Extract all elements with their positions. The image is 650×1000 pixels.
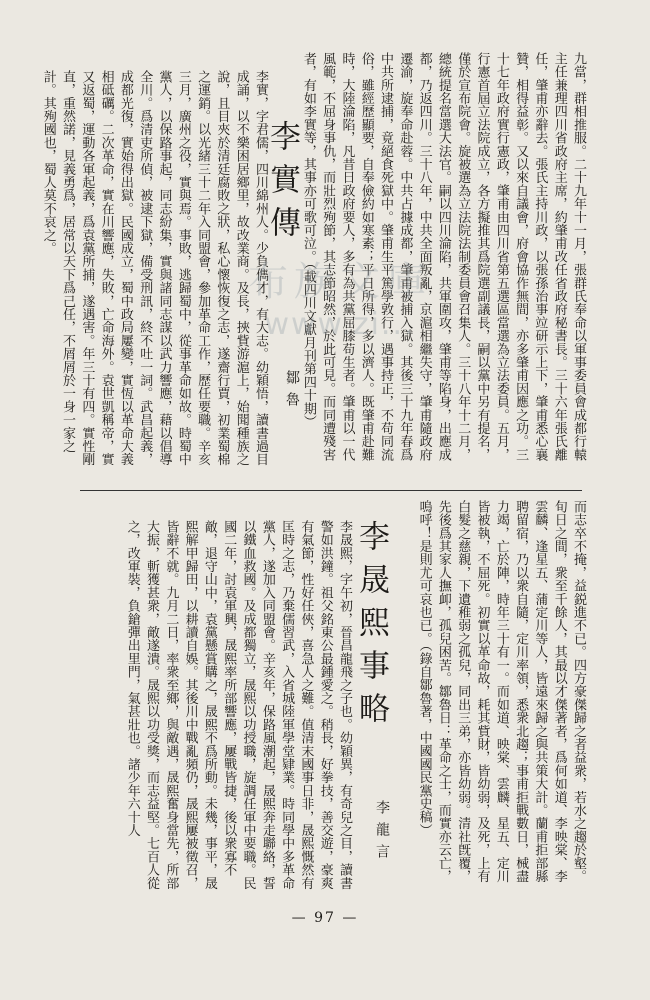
li-sheng-xi-title: 李晟熙事略 [353,520,389,735]
watermark-brand: 布族文庫 [248,259,432,305]
page-number: — 97 — [291,910,359,926]
intro-text: 九當，群相推服。二十九年十一月，張群氏奉命以軍事委員會成都行轅主任兼理四川省政府主席，約肇甫改任省政府秘書長。三十六年張氏離任，肇甫亦辭去。張氏主持川政，以張孫治事竝研示上下，肇甫悉心襄贊，相得益彰。又以來自議會，府會協作無間，亦多肇甫因應之功。三十七年政府實行憲政，肇甫由四川省第五選區當選為立法委員。五月，行憲首屆立法院成立，各方擬推其爲院選副議長，嗣以黨中另有提名，僅於宣布院會。旋被選為立法院法制委員會召集人。三十八年十二月，總統提名當選大法官。嗣以四川淪陷，共軍圍攻，肇甫等陷身，出應成都，乃返四川。三十八年，中共全面叛亂，京滬相繼失守，肇甫隨政府遷渝，旋奉命赴蓉。中共占據成都，肇甫被捕入獄。其後三十九年春爲中共所逮捕，竟絕食死獄中。肇甫生平篤學敦行，遇事持正，不苟同流俗，雖經歷顯要，自奉儉約如寒素；平日所得，多以濟人。既肇甫赴難時，大陸淪陷，凡昔日政府要人，多有為共黨屈膝苟生者。肇甫以一代風範，不屈身事仇，而壯烈殉節，其志節昭然，於此可見。而同遭殘害者，有如李實等，其事亦可歌可泣。（載四川文獻月刊第四十期） [300,52,586,462]
li-sheng-xi-body: 李晟熙，字午初，晉昌龍飛之子也。幼穎異，有奇兒之目，讀書警如洪鐘。祖父銘東公最鍾愛之。稍長，好拳技，善交遊，豪爽有氣節，性好任俠，喜急人之難。值清末國事日非，晟熙慨然有匡時之志，乃棄儒習武，入省城陸軍學堂肄業。時同學中多革命黨人，遂加入同盟會。辛亥年，保路風潮起，晟熙奔走聯絡，誓以鐵血救國。及成都獨立，晟熙以功授職，旋調任軍中要職。民國二年，討袁軍興，晟熙率所部響應，屢戰皆捷，後以衆寡不敵，退守山中，袁黨懸賞購之，晟熙不爲所動。未幾，事平，晟熙解甲歸田，以耕讀自娛。其後川中戰亂頻仍，晟熙屢被徵召，皆辭不就。九月二日，率衆至鄉，與敵遇，晟熙奮身當先，所部大振，斬獲甚衆，敵遂潰。晟熙以功受獎，而志益堅。七百人從之，改軍裝，負鎗彈出里門，氣甚壯也。諸少年六十人 [124,520,352,890]
watermark-url: www.zi... [264,307,416,342]
li-shi-body: 李實，字君儒，四川綿州人。少負儁才，有大志。幼穎悟，讀書過目成誦，以不樂困居鄉里，故改業商。及長，挾貲游滬上，始聞種族之說，且目夾於清廷腐敗之狀，私心懷恢復之志，遂齋行賈，初業蜀棉之運銷。以光緒三十二年入同盟會，參加革命工作，歷任要職。辛亥三月，廣州之役，實與焉。事敗，逃歸蜀中，從事革命如故。時蜀中黨人，以保路事起，同志紛集，實與諸同志謀以武力響應，藉以倡導全川。爲清吏所偵，被逮下獄，備受刑訊，終不吐一詞。武昌起義，成都光復，實始得出獄。民國成立，蜀中政局屢變，實恆以革命大義相砥礪。二次革命，實在川響應，失敗，亡命海外。袁世凱稱帝，實又返蜀，運動各軍起義，爲袁黨所捕，遂遇害。年三十有四。實性剛直，重然諾，見義勇爲，居常以天下爲己任，不屑屑於一身一家之計。其殉國也，蜀人莫不哀之。 [40,70,268,466]
li-lie-text: 而志卒不掩，益鋭進不已。四方豪傑歸之者益衆，若水之趨於壑。旬日之間，衆至千餘人，其最以才傑著者，爲何如道、李映棠、李雲麟、逢星五、蒲定川等人，皆遠來歸之與共策大計。蘭甫拒部縣聘留宿，乃以衆自隨，定川率領，悉衆北趨；事甫拒戰數日，械盡力竭，亡於陣，時年三十有一。而如道、映棠、雲麟、星五、定川皆被執，不屈死。初實以革命故，耗其貲財，皆幼弱，及死，上有白髮之慈親，下遺稚弱之孤兒，同出三弟，亦皆幼弱。清社旣覆，先後爲其家人撫卹，孤兒困苦。鄒魯日：革命之士，而實亦云亡，嗚呼！是則尤可哀也已。（錄自鄒魯著，中國國民黨史稿） [416,500,586,883]
li-sheng-xi-author: 李龍言 [374,800,390,866]
section-divider [80,490,582,491]
li-shi-author: 鄒魯 [284,370,300,414]
li-shi-title: 李實傳 [264,120,300,249]
